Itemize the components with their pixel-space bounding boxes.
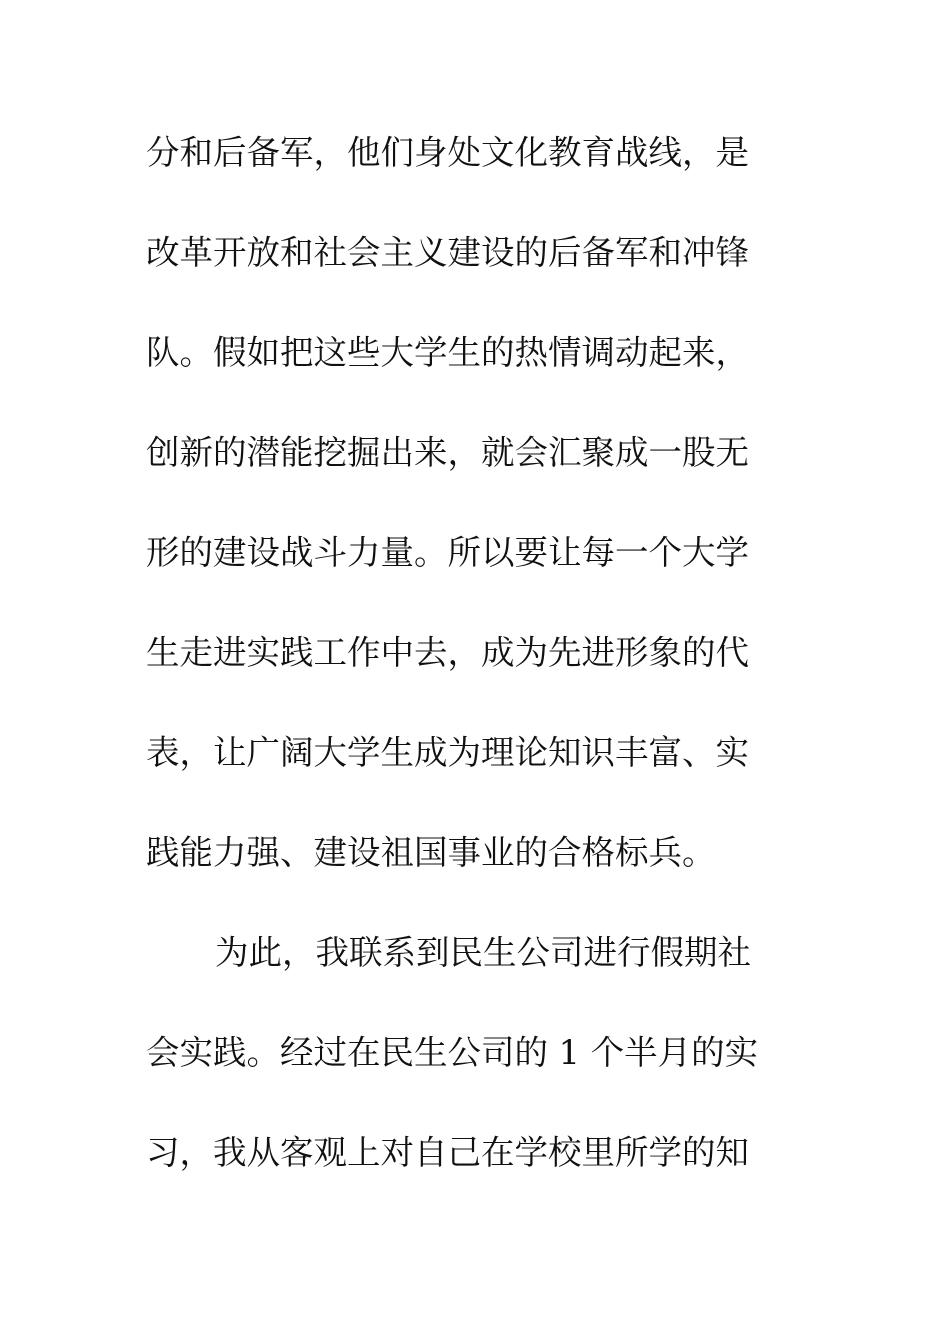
text-line: 形的建设战斗力量。所以要让每一个大学 [146, 533, 749, 572]
text-line: 队。假如把这些大学生的热情调动起来， [146, 333, 749, 372]
text-line: 习，我从客观上对自己在学校里所学的知 [146, 1133, 749, 1172]
text-line: 分和后备军，他们身处文化教育战线，是 [146, 133, 749, 172]
text-line: 生走进实践工作中去，成为先进形象的代 [146, 633, 749, 672]
text-line: 践能力强、建设祖国事业的合格标兵。 [146, 833, 716, 872]
body-text [146, 128, 786, 1228]
text-line: 改革开放和社会主义建设的后备军和冲锋 [146, 233, 749, 272]
text-line: 创新的潜能挖掘出来，就会汇聚成一股无 [146, 433, 749, 472]
text-line: 表，让广阔大学生成为理论知识丰富、实 [146, 733, 749, 772]
text-line: 会实践。经过在民生公司的 1 个半月的实 [146, 1033, 759, 1072]
paragraph-first-line: 为此，我联系到民生公司进行假期社 [215, 933, 751, 972]
